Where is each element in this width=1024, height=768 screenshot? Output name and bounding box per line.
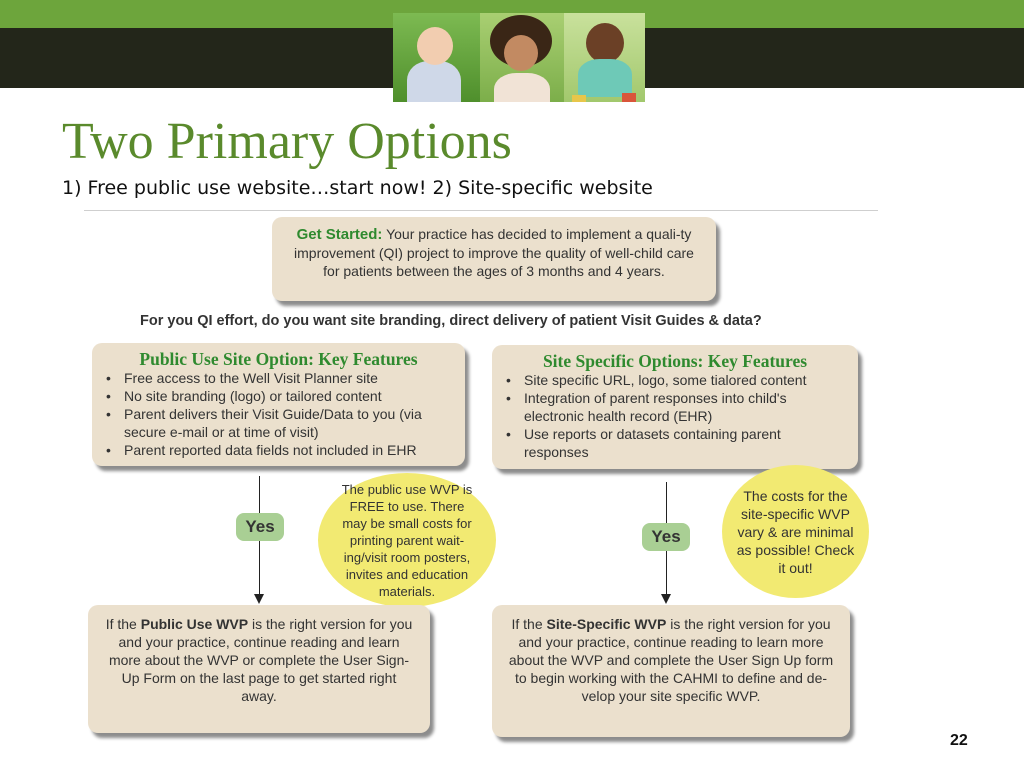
page-subtitle: 1) Free public use website…start now! 2) Site-specific website xyxy=(62,177,653,199)
list-item: • Integration of parent responses into child's electronic health record (EHR) xyxy=(524,389,848,425)
page-number: 22 xyxy=(950,732,968,749)
site-next-pre: If the xyxy=(511,616,547,632)
site-next-bold: Site-Specific WVP xyxy=(546,616,667,632)
site-next-post: is the right version for you and your practice, continue reading to learn more about the WVP and complete the User Sign Up form to begin working with the CAHMI to define and de-velop your site specific WVP. xyxy=(508,616,834,704)
public-next-bold: Public Use WVP xyxy=(140,616,249,632)
list-item: • Use reports or datasets containing parent responses xyxy=(524,425,848,461)
public-cost-note xyxy=(318,473,496,607)
public-next-post: is the right version for you and your practice, continue reading and learn more about the WVP or complete the User Sign-Up Form on the last page to get started right away. xyxy=(108,616,413,704)
site-features-list xyxy=(502,371,848,461)
public-next-pre: If the xyxy=(105,616,141,632)
site-cost-note xyxy=(722,465,869,598)
divider-line xyxy=(84,210,878,211)
public-features-box xyxy=(92,343,465,466)
list-item: • Parent reported data fields not included in EHR xyxy=(124,441,455,459)
get-started-text: Your practice has decided to implement a quali-ty improvement (QI) project to improve the quality of well-child care for patients between the ages of 3 months and 4 years. xyxy=(294,226,694,279)
list-item: • Site specific URL, logo, some tialored content xyxy=(524,371,848,389)
site-features-box xyxy=(492,345,858,469)
baby-on-green-photo xyxy=(393,13,480,102)
site-features-header: Site Specific Options: Key Features xyxy=(542,351,808,371)
public-next-steps-box xyxy=(88,605,430,733)
baby-with-blocks-photo xyxy=(564,13,645,102)
yes-right-badge: Yes xyxy=(642,523,690,551)
public-features-list xyxy=(102,369,455,459)
left-arrow-head xyxy=(254,594,264,604)
get-started-box xyxy=(272,217,716,301)
list-item: • Free access to the Well Visit Planner site xyxy=(124,369,455,387)
site-next-steps-box xyxy=(492,605,850,737)
site-cost-note-text: The costs for the site-specific WVP vary & are minimal as possible! Check it out! xyxy=(736,487,855,576)
right-arrow-head xyxy=(661,594,671,604)
yes-left-badge: Yes xyxy=(236,513,284,541)
toddler-with-cup-photo xyxy=(480,13,564,102)
public-cost-note-text: The public use WVP is FREE to use. There may be small costs for printing parent wait-ing/visit room posters, invites and education materials. xyxy=(341,481,473,599)
list-item: • No site branding (logo) or tailored content xyxy=(124,387,455,405)
page-title: Two Primary Options xyxy=(62,113,512,170)
branding-question: For you QI effort, do you want site branding, direct delivery of patient Visit Guides & data? xyxy=(140,313,762,329)
list-item: • Parent delivers their Visit Guide/Data to you (via secure e-mail or at time of visit) xyxy=(124,405,455,441)
public-features-header: Public Use Site Option: Key Features xyxy=(139,349,418,369)
get-started-label: Get Started: xyxy=(296,226,383,243)
